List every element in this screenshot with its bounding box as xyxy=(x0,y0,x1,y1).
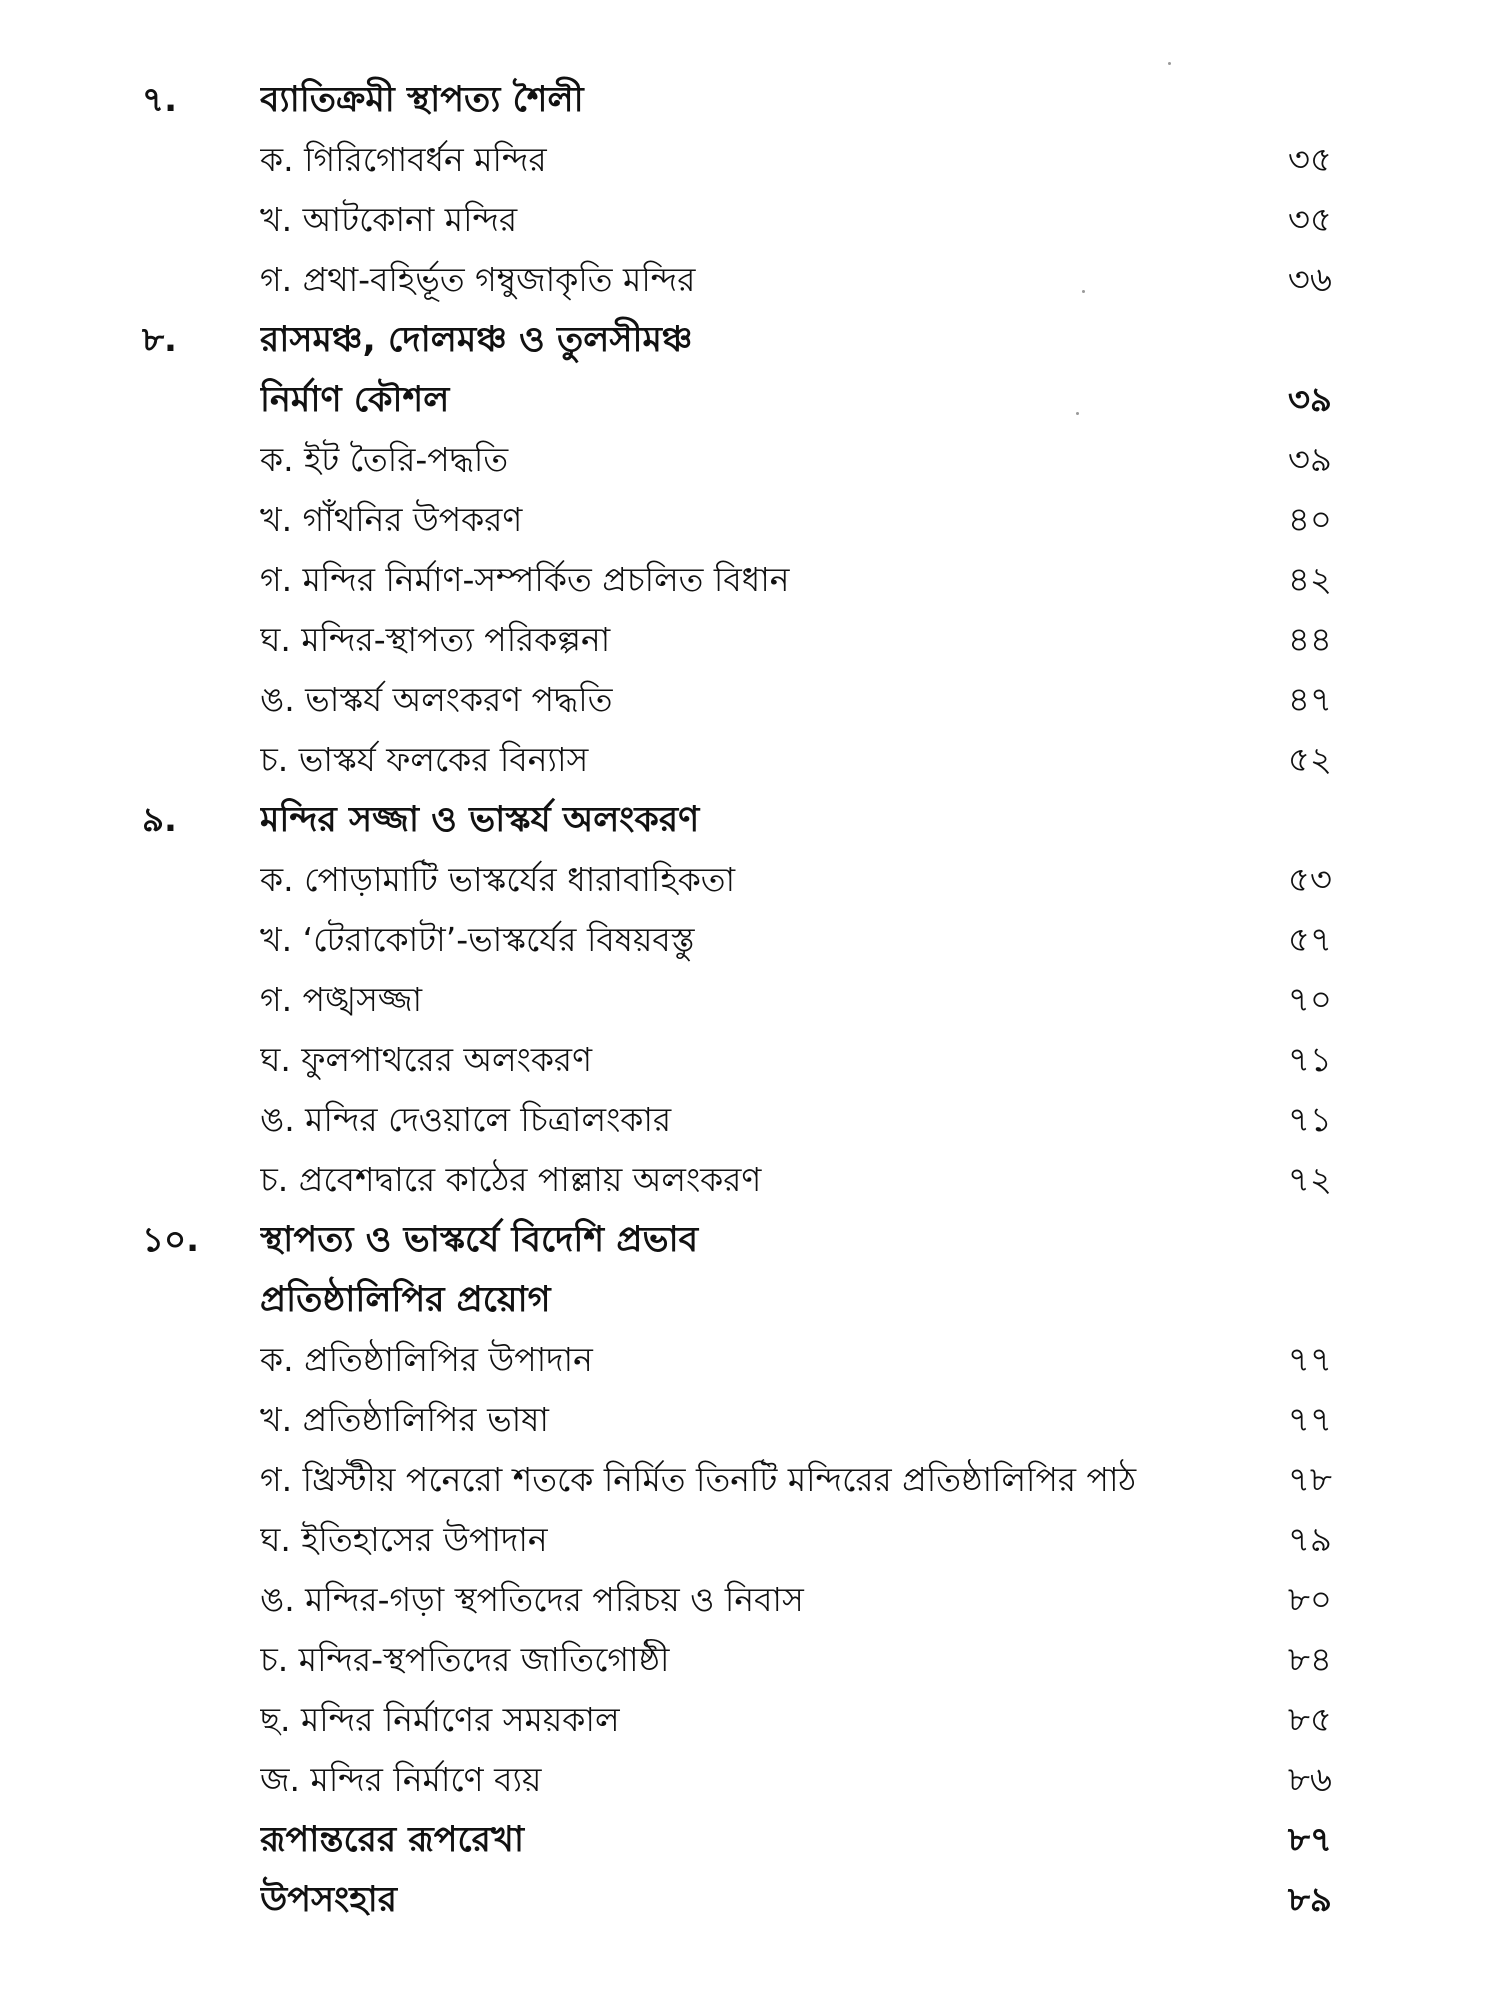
toc-entry xyxy=(0,850,1500,910)
toc-entry-title: নির্মাণ কৌশল xyxy=(260,380,450,420)
toc-entry-title: গ. পঙ্খসজ্জা xyxy=(260,980,423,1019)
toc-entry-title: ঘ. মন্দির-স্থাপত্য পরিকল্পনা xyxy=(260,620,611,659)
toc-entry-title: স্থাপত্য ও ভাস্কর্যে বিদেশি প্রভাব xyxy=(260,1220,699,1260)
toc-entry xyxy=(0,130,1500,190)
toc-chapter-number: ৯. xyxy=(142,800,177,840)
toc-entry-title: ক. ইট তৈরি-পদ্ধতি xyxy=(260,440,509,479)
toc-page-number: ৩৯ xyxy=(1287,440,1332,480)
toc-page-number: ৩৫ xyxy=(1287,200,1332,240)
toc-page-number: ৮৯ xyxy=(1287,1880,1332,1920)
toc-chapter-heading xyxy=(0,1870,1500,1930)
toc-page-number: ৮৬ xyxy=(1287,1760,1332,1800)
toc-entry-title: ঘ. ফুলপাথরের অলংকরণ xyxy=(260,1040,593,1079)
toc-chapter-heading xyxy=(0,310,1500,370)
toc-entry-title: ঙ. মন্দির-গড়া স্থপতিদের পরিচয় ও নিবাস xyxy=(260,1580,804,1619)
toc-entry xyxy=(0,670,1500,730)
toc-page-number: ৮৪ xyxy=(1287,1640,1332,1680)
toc-entry-title: রূপান্তরের রূপরেখা xyxy=(260,1820,524,1860)
toc-entry xyxy=(0,1030,1500,1090)
toc-chapter-number: ৮. xyxy=(142,320,177,360)
toc-chapter-number: ১০. xyxy=(142,1220,200,1260)
toc-page-number: ৭১ xyxy=(1287,1040,1332,1080)
toc-chapter-heading xyxy=(0,70,1500,130)
toc-page-number: ৭২ xyxy=(1287,1160,1332,1200)
toc-entry xyxy=(0,1630,1500,1690)
toc-entry-title: রাসমঞ্চ, দোলমঞ্চ ও তুলসীমঞ্চ xyxy=(260,320,693,360)
toc-chapter-heading xyxy=(0,790,1500,850)
toc-chapter-heading xyxy=(0,370,1500,430)
toc-entry-title: জ. মন্দির নির্মাণে ব্যয় xyxy=(260,1760,542,1799)
toc-page-number: ৮০ xyxy=(1287,1580,1332,1620)
toc-entry-title: উপসংহার xyxy=(260,1880,397,1920)
toc-page-number: ৮৭ xyxy=(1287,1820,1332,1860)
toc-entry xyxy=(0,1570,1500,1630)
toc-entry-title: চ. ভাস্কর্য ফলকের বিন্যাস xyxy=(260,740,589,779)
toc-page-number: ৭০ xyxy=(1287,980,1332,1020)
toc-page-number: ৫৩ xyxy=(1287,860,1332,900)
toc-entry-title: খ. গাঁথনির উপকরণ xyxy=(260,500,523,539)
toc-entry-title: ক. গিরিগোবর্ধন মন্দির xyxy=(260,140,547,179)
toc-page-number: ৪৭ xyxy=(1287,680,1332,720)
toc-entry xyxy=(0,430,1500,490)
toc-entry-title: খ. প্রতিষ্ঠালিপির ভাষা xyxy=(260,1400,549,1439)
paper-speck xyxy=(1076,412,1079,415)
toc-entry xyxy=(0,190,1500,250)
toc-entry-title: খ. আটকোনা মন্দির xyxy=(260,200,518,239)
toc-page-number: ৩৫ xyxy=(1287,140,1332,180)
toc-entry xyxy=(0,1750,1500,1810)
toc-entry xyxy=(0,970,1500,1030)
toc-entry-title: ক. পোড়ামাটি ভাস্কর্যের ধারাবাহিকতা xyxy=(260,860,736,899)
toc-page-number: ৫৭ xyxy=(1287,920,1332,960)
toc-page-number: ৪২ xyxy=(1287,560,1332,600)
toc-entry-title: গ. খ্রিস্টীয় পনেরো শতকে নির্মিত তিনটি মন্দিরের প্রতিষ্ঠালিপির পাঠ xyxy=(260,1460,1137,1499)
toc-entry-title: ঙ. মন্দির দেওয়ালে চিত্রালংকার xyxy=(260,1100,672,1139)
toc-page-number: ৪৪ xyxy=(1287,620,1332,660)
toc-entry xyxy=(0,1690,1500,1750)
toc-chapter-heading xyxy=(0,1810,1500,1870)
toc-entry-title: চ. প্রবেশদ্বারে কাঠের পাল্লায় অলংকরণ xyxy=(260,1160,762,1199)
toc-page-number: ৪০ xyxy=(1287,500,1332,540)
toc-entry xyxy=(0,1390,1500,1450)
toc-entry-title: খ. ‘টেরাকোটা’-ভাস্কর্যের বিষয়বস্তু xyxy=(260,920,695,959)
toc-entry xyxy=(0,910,1500,970)
toc-entry-title: গ. মন্দির নির্মাণ-সম্পর্কিত প্রচলিত বিধান xyxy=(260,560,790,599)
toc-chapter-number: ৭. xyxy=(142,80,178,120)
toc-page-number: ৭৯ xyxy=(1287,1520,1332,1560)
toc-page-number: ৮৫ xyxy=(1287,1700,1332,1740)
toc-entry xyxy=(0,1450,1500,1510)
toc-chapter-heading xyxy=(0,1270,1500,1330)
toc-entry xyxy=(0,1090,1500,1150)
toc-entry xyxy=(0,610,1500,670)
toc-entry-title: মন্দির সজ্জা ও ভাস্কর্য অলংকরণ xyxy=(260,800,700,840)
toc-entry-title: চ. মন্দির-স্থপতিদের জাতিগোষ্ঠী xyxy=(260,1640,670,1679)
toc-entry xyxy=(0,250,1500,310)
toc-entry-title: ক. প্রতিষ্ঠালিপির উপাদান xyxy=(260,1340,593,1379)
toc-entry xyxy=(0,730,1500,790)
toc-entry-title: ব্যাতিক্রমী স্থাপত্য শৈলী xyxy=(260,80,584,120)
toc-page-number: ৭৭ xyxy=(1287,1340,1332,1380)
toc-entry xyxy=(0,1510,1500,1570)
toc-entry xyxy=(0,550,1500,610)
paper-speck xyxy=(1082,290,1085,293)
table-of-contents xyxy=(0,70,1500,1930)
toc-entry xyxy=(0,1330,1500,1390)
toc-entry-title: প্রতিষ্ঠালিপির প্রয়োগ xyxy=(260,1280,551,1320)
toc-entry xyxy=(0,490,1500,550)
toc-chapter-heading xyxy=(0,1210,1500,1270)
toc-entry xyxy=(0,1150,1500,1210)
toc-page-number: ৭৭ xyxy=(1287,1400,1332,1440)
toc-entry-title: গ. প্রথা-বহির্ভূত গম্বুজাকৃতি মন্দির xyxy=(260,260,696,299)
toc-page-number: ৫২ xyxy=(1287,740,1332,780)
toc-page-number: ৭৮ xyxy=(1287,1460,1332,1500)
toc-entry-title: ঙ. ভাস্কর্য অলংকরণ পদ্ধতি xyxy=(260,680,613,719)
toc-entry-title: ছ. মন্দির নির্মাণের সময়কাল xyxy=(260,1700,620,1739)
toc-page-number: ৩৯ xyxy=(1287,380,1332,420)
toc-page-number: ৩৬ xyxy=(1287,260,1332,300)
toc-page-number: ৭১ xyxy=(1287,1100,1332,1140)
toc-entry-title: ঘ. ইতিহাসের উপাদান xyxy=(260,1520,548,1559)
paper-speck xyxy=(1168,62,1171,65)
